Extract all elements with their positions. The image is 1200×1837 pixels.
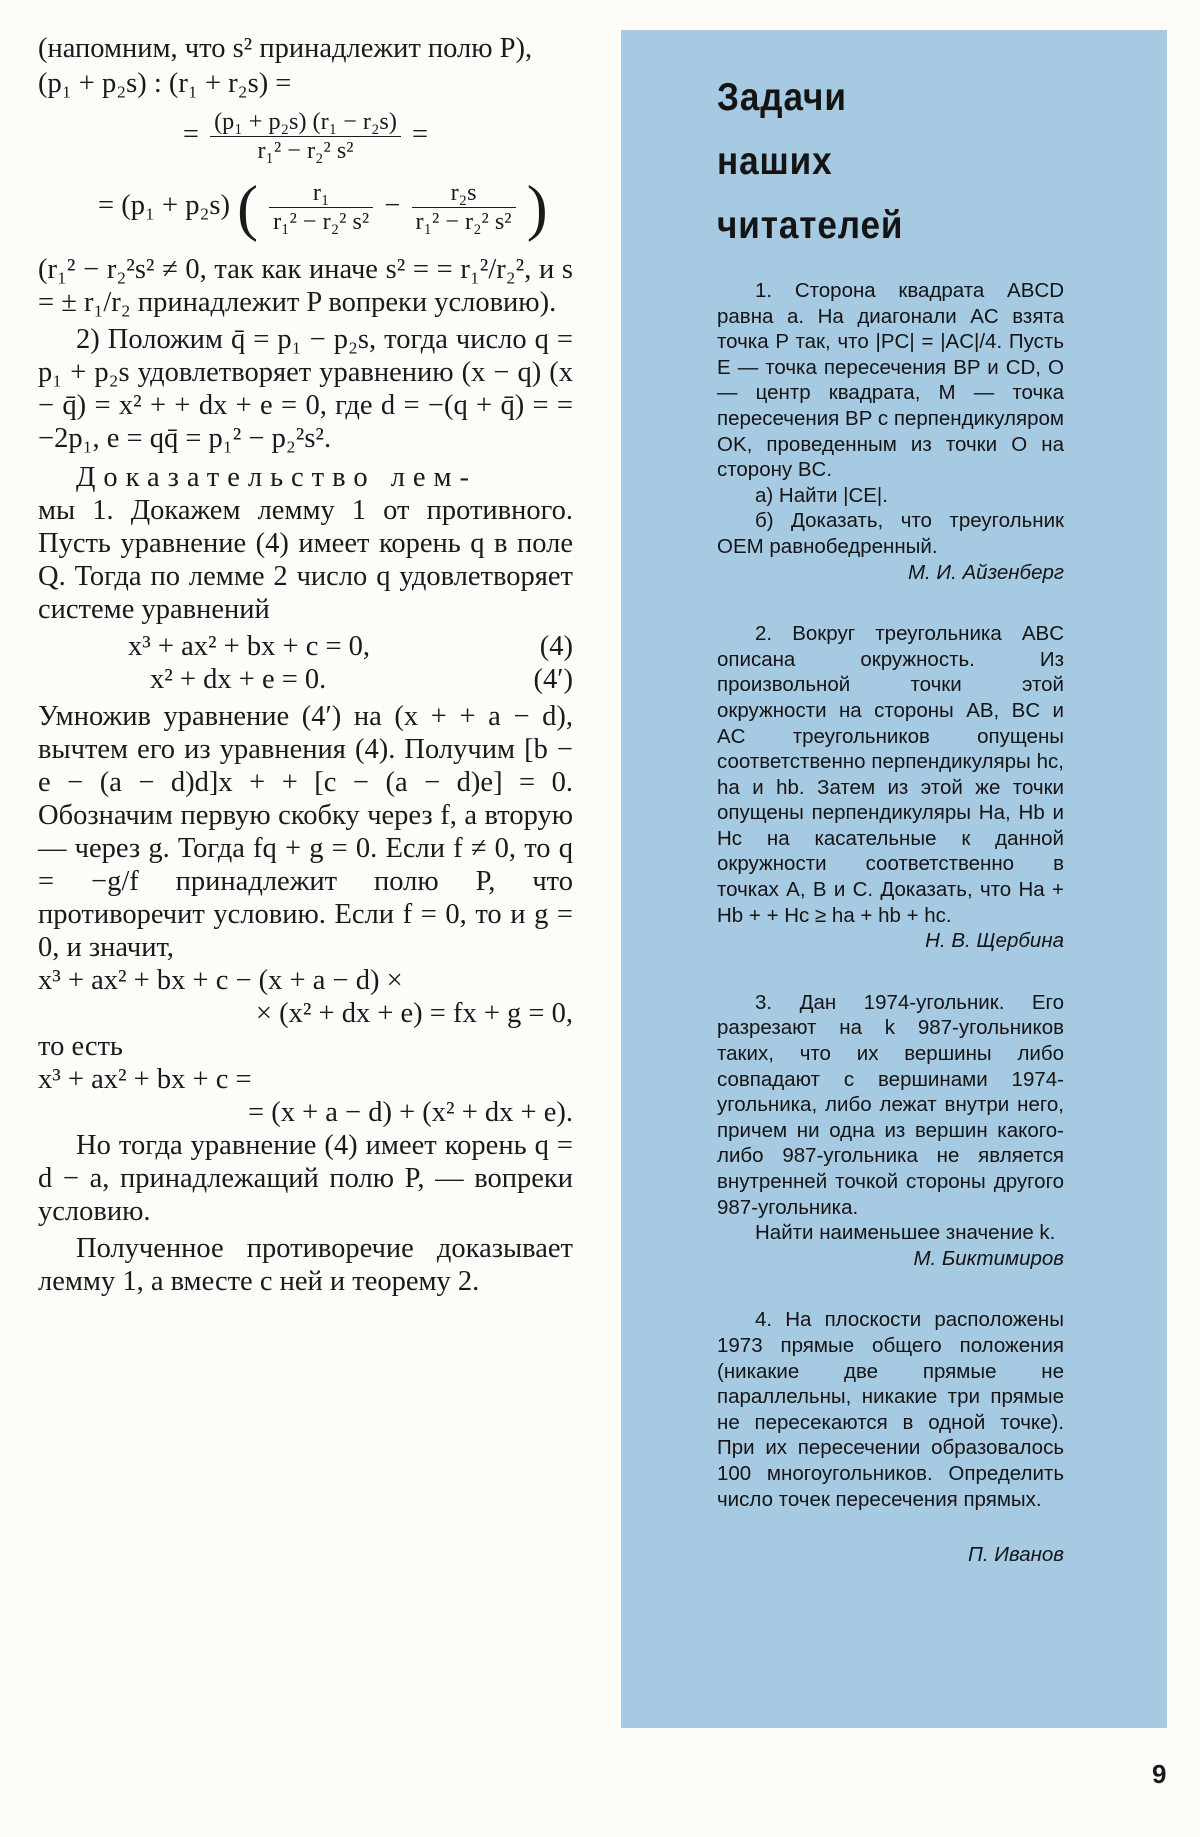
equation-2-prefix: = (p₁ + p₂s) <box>98 189 230 221</box>
system-eq-1: x³ + ax² + bx + c = 0, <box>128 631 371 663</box>
equation-1-suffix: = <box>412 118 429 150</box>
equation-1a: (p₁ + p₂s) : (r₁ + r₂s) = <box>38 68 292 99</box>
problem-3-author: М. Биктимиров <box>913 1246 1064 1270</box>
system-tag-1: (4) <box>539 631 573 663</box>
panel-title <box>717 66 1029 258</box>
system-row-2 <box>38 663 573 696</box>
equation-3b: × (x² + dx + e) = fx + g = 0, <box>255 998 573 1030</box>
fraction-2b-denominator: r₁² − r₂² s² <box>415 207 512 235</box>
fraction-2b-numerator: r₂s <box>412 179 516 208</box>
problem-1-author: М. И. Айзенберг <box>907 560 1064 584</box>
problem-3 <box>717 990 1064 1272</box>
problem-1 <box>717 278 1064 585</box>
readers-problems-panel <box>621 30 1167 1728</box>
fraction-2a <box>269 179 373 236</box>
panel-title-line-1: Задачи <box>717 76 847 119</box>
panel-content <box>717 66 1064 1568</box>
problem-1-text: 1. Сторона квадрата ABCD равна a. На диагонали AC взята точка P так, что |PC| = |AC|/4. Пусть E — точка пересечения BP и CD, O — центр квадрата, M — точка пересечения BP с перпендикуляром OK, проведенным из точки O на сторону BC. <box>717 279 1064 482</box>
main-column <box>38 32 573 1298</box>
para-proof: мы 1. Докажем лемму 1 от противного. Пусть уравнение (4) имеет корень q в поле Q. Тогда по лемме 2 число q удовлетворяет системе уравнений <box>38 495 573 626</box>
problem-4 <box>717 1307 1064 1567</box>
equation-2: = (p₁ + p₂s) ( $\frac{\text{r₁}}{\text{r₁² − r₂² s²}}$ − $\frac{\text{r₂s}}{\text{r₁² − r₂² s²}}$ ) <box>98 171 548 242</box>
fraction-2a-denominator: r₁² − r₂² s² <box>273 207 370 235</box>
problem-3-question: Найти наименьшее значение k. <box>755 1221 1056 1245</box>
equation-4a: x³ + ax² + bx + c = <box>38 1064 252 1096</box>
problem-2-text: 2. Вокруг треугольника ABC описана окружность. Из произвольной точки этой окружности на стороны AB, BC и AC треугольников опущены соответственно перпендикуляры hc, ha и hb. Затем из этой же точки опущены перпендикуляры Ha, Hb и Hc на касательные к данной окружности соответственно в точках A, B и C. Доказать, что Ha + Hb + + Hc ≥ ha + hb + hc. <box>717 622 1064 927</box>
para-step-2: 2) Положим q̄ = p₁ − p₂s, тогда число q = p₁ + p₂s удовлетворяет уравнению (x − q) (x − q̄) = x² + + dx + e = 0, где d = −(q + q̄) = = −2p₁, e = qq̄ = p₁² − p₂²s². <box>38 324 573 455</box>
para-then: Но тогда уравнение (4) имеет корень q = d − a, принадлежащий полю P, — вопреки условию. <box>38 1130 573 1228</box>
system-eq-2: x² + dx + e = 0. <box>150 664 327 696</box>
problem-3-text: 3. Дан 1974-угольник. Его разрезают на k 987-угольников таких, что их вершины либо совпадают с вершинами 1974-угольника, либо лежат внутри него, причем ни одна из вершин какого-либо 987-угольника не является внутренней точкой стороны другого 987-угольника. <box>717 990 1064 1219</box>
page-number: 9 <box>1152 1759 1167 1789</box>
to-est: то есть <box>38 1031 123 1063</box>
problem-1-part-b: б) Доказать, что треугольник OEM равнобедренный. <box>717 509 1064 558</box>
proof-word: Доказательство лем- <box>76 462 478 494</box>
proof-heading <box>38 461 573 494</box>
equation-1-prefix: = <box>182 118 199 150</box>
problem-4-text: 4. На плоскости расположены 1973 прямые общего положения (никакие две прямые не параллельны, никакие три прямые не пересекаются в одной точке). При их пересечении образовалось 100 многоугольников. Определить число точек пересечения прямых. <box>717 1308 1064 1511</box>
fraction-2b <box>412 179 516 236</box>
system-tag-2: (4′) <box>533 664 573 696</box>
problem-1-part-a: а) Найти |CE|. <box>755 483 888 507</box>
para-final: Полученное противоречие доказывает лемму 1, а вместе с ней и теорему 2. <box>38 1233 573 1298</box>
problem-2-author: Н. В. Щербина <box>925 929 1064 953</box>
system-row-1 <box>38 630 573 663</box>
fraction-1 <box>210 108 401 165</box>
fraction-1-numerator: (p₁ + p₂s) (r₁ − r₂s) <box>210 108 401 137</box>
equation-2-minus: − <box>384 189 401 221</box>
problem-4-author: П. Иванов <box>968 1543 1064 1567</box>
equation-1b <box>38 108 573 165</box>
para-condition: (r₁² − r₂²s² ≠ 0, так как иначе s² = = r₁²/r₂², и s = ± r₁/r₂ принадлежит P вопреки условию). <box>38 254 573 319</box>
system-equations <box>38 630 573 696</box>
panel-title-line-2: наших читателей <box>717 140 904 247</box>
para-note: (напомним, что s² принадлежит полю P), <box>38 33 533 64</box>
para-multiply: Умножив уравнение (4′) на (x + + a − d), вычтем его из уравнения (4). Получим [b − e − (a − d)d]x + + [c − (a − d)e] = 0. Обозначим первую скобку через f, а вторую — через g. Тогда fq + g = 0. Если f ≠ 0, то q = −g/f принадлежит полю P, что противоречит условию. Если f = 0, то и g = 0, и значит, <box>38 701 573 964</box>
fraction-1-denominator: r₁² − r₂² s² <box>257 136 354 164</box>
equation-4b: = (x + a − d) + (x² + dx + e). <box>248 1097 573 1129</box>
equation-3a: x³ + ax² + bx + c − (x + a − d) × <box>38 965 403 997</box>
fraction-2a-numerator: r₁ <box>269 179 373 208</box>
problem-2 <box>717 621 1064 954</box>
